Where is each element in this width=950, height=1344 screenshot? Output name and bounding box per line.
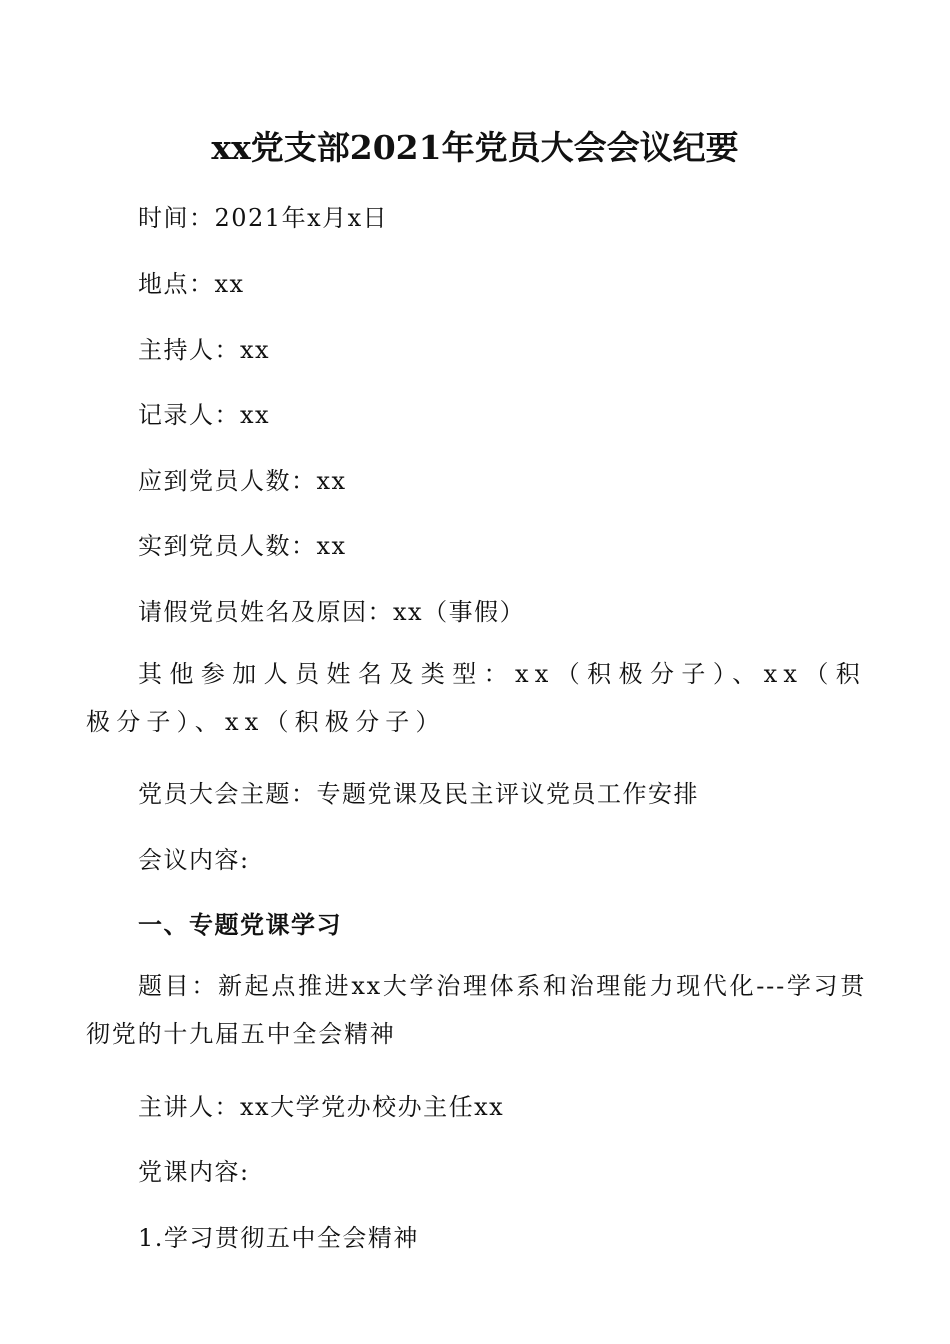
leave-members: 请假党员姓名及原因：xx（事假） [138, 598, 526, 626]
meeting-recorder: 记录人：xx [138, 401, 271, 429]
lecturer: 主讲人：xx大学党办校办主任xx [138, 1093, 505, 1121]
meeting-theme: 党员大会主题：专题党课及民主评议党员工作安排 [138, 780, 699, 808]
meeting-time: 时间：2021年x月x日 [138, 204, 389, 232]
document-title: xx党支部2021年党员大会会议纪要 [211, 128, 739, 167]
lecture-content-label: 党课内容: [138, 1158, 250, 1186]
lecture-item-one: 1.学习贯彻五中全会精神 [138, 1224, 419, 1252]
meeting-host: 主持人：xx [138, 336, 271, 364]
actual-member-count: 实到党员人数：xx [138, 532, 347, 560]
lecture-topic: 题目：新起点推进xx大学治理体系和治理能力现代化---学习贯彻党的十九届五中全会精神 [86, 972, 866, 1048]
section-one-heading: 一、专题党课学习 [138, 910, 342, 939]
expected-member-count: 应到党员人数：xx [138, 467, 347, 495]
meeting-content-label: 会议内容: [138, 846, 250, 874]
other-attendees: 其他参加人员姓名及类型：xx（积极分子）、xx（积极分子）、xx（积极分子） [86, 660, 866, 736]
meeting-location: 地点：xx [138, 270, 245, 298]
